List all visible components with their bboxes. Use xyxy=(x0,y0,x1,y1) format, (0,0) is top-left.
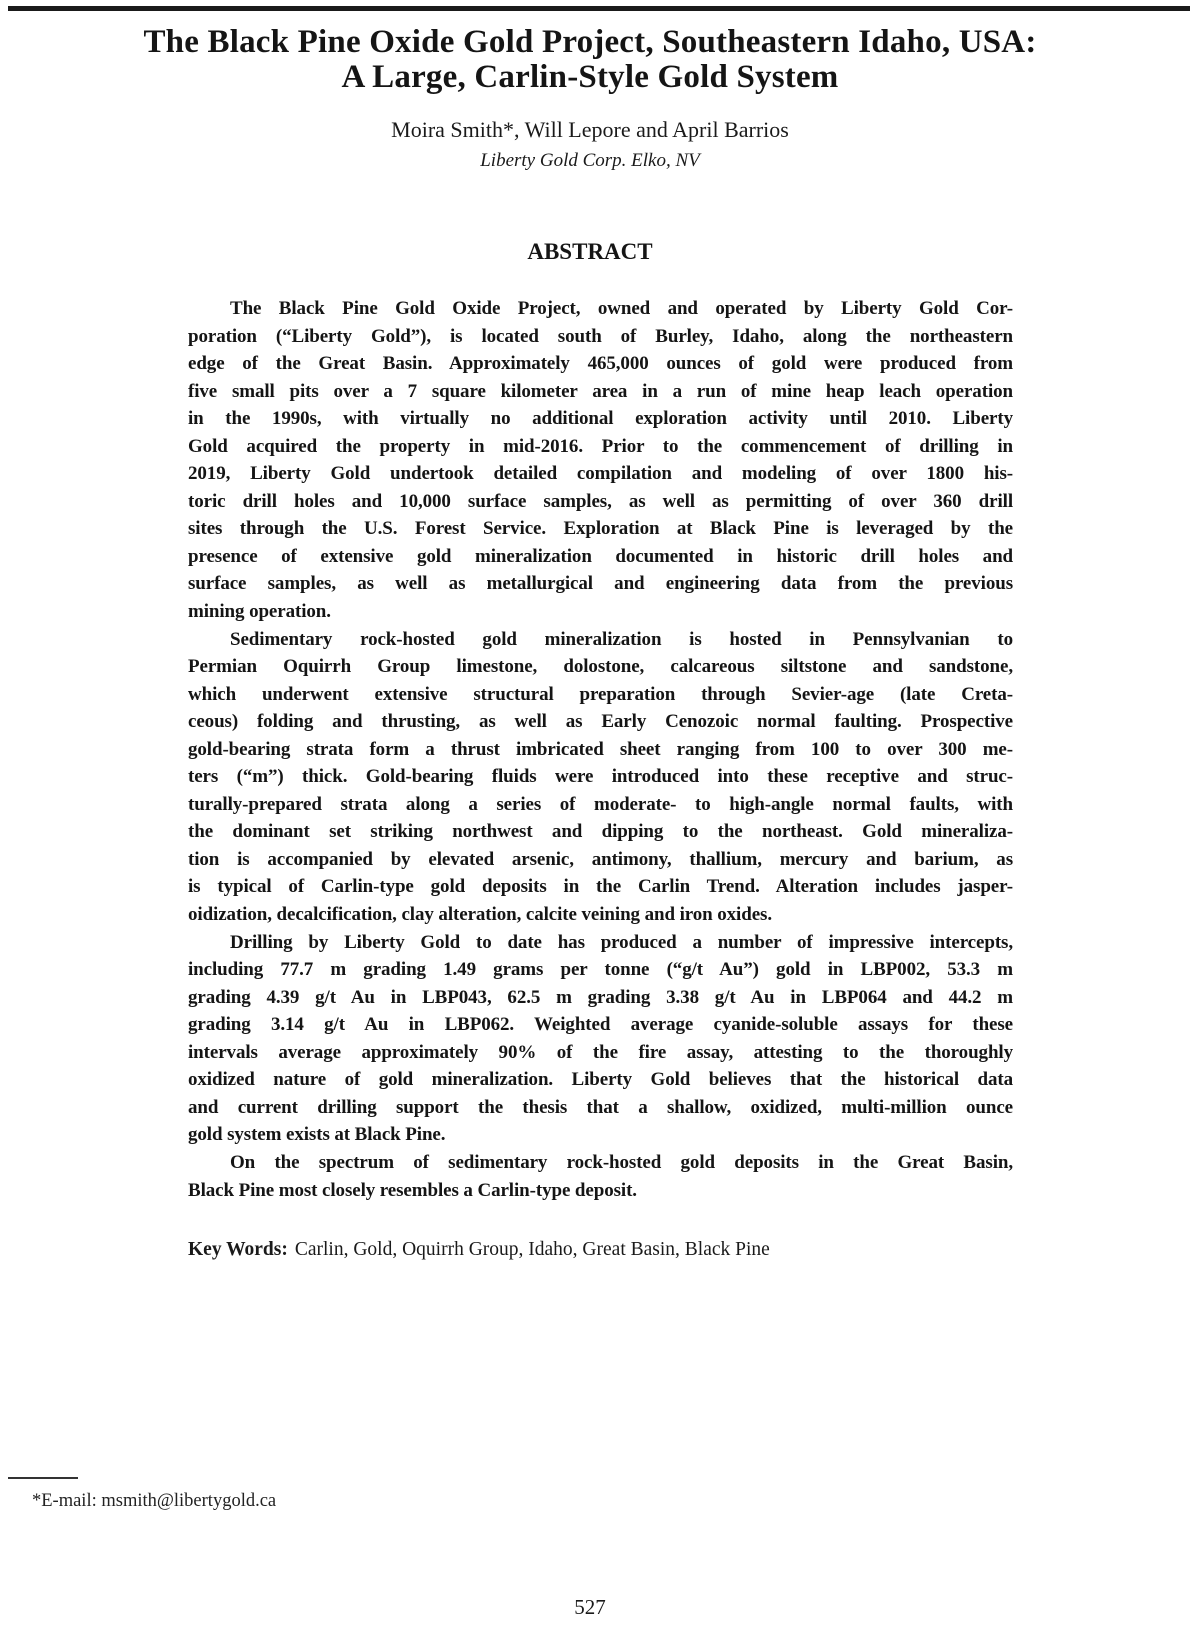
abstract-line: poration (“Liberty Gold”), is located south of Burley, Idaho, along the northeastern xyxy=(188,325,1013,347)
paper-title-line1: The Black Pine Oxide Gold Project, Southeastern Idaho, USA: xyxy=(143,24,1037,60)
paper-title xyxy=(0,25,1180,95)
abstract-line: grading 3.14 g/t Au in LBP062. Weighted average cyanide-soluble assays for these xyxy=(188,1014,1013,1036)
abstract-line: turally-prepared strata along a series of moderate- to high-angle normal faults, with xyxy=(188,793,1013,815)
abstract-line: Drilling by Liberty Gold to date has produced a number of impressive intercepts, xyxy=(230,931,1013,953)
abstract-line: and current drilling support the thesis that a shallow, oxidized, multi-million ounce xyxy=(188,1096,1013,1118)
abstract-line: Permian Oquirrh Group limestone, dolostone, calcareous siltstone and sandstone, xyxy=(188,656,1013,678)
top-rule xyxy=(8,6,1190,11)
abstract-line: intervals average approximately 90% of the fire assay, attesting to the thoroughly xyxy=(188,1041,1013,1063)
abstract-line: presence of extensive gold mineralization documented in historic drill holes and xyxy=(188,545,1013,567)
abstract-line: gold system exists at Black Pine. xyxy=(188,1124,446,1146)
abstract-line: five small pits over a 7 square kilometer area in a run of mine heap leach operation xyxy=(188,380,1013,402)
abstract-line: surface samples, as well as metallurgical and engineering data from the previous xyxy=(188,573,1013,595)
abstract-line: oidization, decalcification, clay alteration, calcite veining and iron oxides. xyxy=(188,904,772,926)
paper-title-line2: A Large, Carlin-Style Gold System xyxy=(341,59,839,95)
page-number: 527 xyxy=(574,1595,606,1619)
abstract-line: the dominant set striking northwest and dipping to the northeast. Gold mineraliza- xyxy=(188,821,1013,843)
abstract-line: toric drill holes and 10,000 surface samples, as well as permitting of over 360 drill xyxy=(188,490,1013,512)
abstract-line: 2019, Liberty Gold undertook detailed compilation and modeling of over 1800 his- xyxy=(188,463,1013,485)
authors-line: Moira Smith*, Will Lepore and April Barrios xyxy=(391,117,789,142)
abstract-line: sites through the U.S. Forest Service. Exploration at Black Pine is leveraged by the xyxy=(188,518,1013,540)
abstract-line: which underwent extensive structural preparation through Sevier-age (late Creta- xyxy=(188,683,1013,705)
keywords-line xyxy=(188,1238,1013,1262)
abstract-line: in the 1990s, with virtually no additional exploration activity until 2010. Liberty xyxy=(188,408,1013,430)
abstract-line: ters (“m”) thick. Gold-bearing fluids were introduced into these receptive and struc- xyxy=(188,766,1013,788)
affiliation-line: Liberty Gold Corp. Elko, NV xyxy=(480,150,700,171)
keywords-label: Key Words: xyxy=(188,1239,288,1260)
footnote-email: *E-mail: msmith@libertygold.ca xyxy=(32,1491,277,1511)
abstract-line: The Black Pine Gold Oxide Project, owned and operated by Liberty Gold Cor- xyxy=(230,298,1013,319)
abstract-line: is typical of Carlin-type gold deposits in the Carlin Trend. Alteration includes jasper- xyxy=(188,876,1013,898)
abstract-line: Black Pine most closely resembles a Carlin-type deposit. xyxy=(188,1179,637,1201)
abstract-line: oxidized nature of gold mineralization. Liberty Gold believes that the historical data xyxy=(188,1069,1013,1091)
abstract-paragraphs xyxy=(188,295,1013,1204)
abstract-line: On the spectrum of sedimentary rock-hosted gold deposits in the Great Basin, xyxy=(230,1151,1013,1173)
abstract-heading: ABSTRACT xyxy=(527,239,653,264)
abstract-line: Gold acquired the property in mid-2016. Prior to the commencement of drilling in xyxy=(188,435,1013,457)
abstract-line: ceous) folding and thrusting, as well as Early Cenozoic normal faulting. Prospective xyxy=(188,711,1013,733)
abstract-line: tion is accompanied by elevated arsenic, antimony, thallium, mercury and barium, as xyxy=(188,848,1013,870)
abstract-line: edge of the Great Basin. Approximately 465,000 ounces of gold were produced from xyxy=(188,353,1013,375)
footnote-rule xyxy=(8,1477,78,1479)
abstract-line: including 77.7 m grading 1.49 grams per tonne (“g/t Au”) gold in LBP002, 53.3 m xyxy=(188,959,1013,981)
abstract-line: Sedimentary rock-hosted gold mineralization is hosted in Pennsylvanian to xyxy=(230,628,1013,650)
keywords-text: Carlin, Gold, Oquirrh Group, Idaho, Great Basin, Black Pine xyxy=(294,1239,770,1260)
abstract-line: grading 4.39 g/t Au in LBP043, 62.5 m grading 3.38 g/t Au in LBP064 and 44.2 m xyxy=(188,986,1013,1008)
abstract-line: gold-bearing strata form a thrust imbricated sheet ranging from 100 to over 300 me- xyxy=(188,738,1013,760)
abstract-line: mining operation. xyxy=(188,601,331,623)
